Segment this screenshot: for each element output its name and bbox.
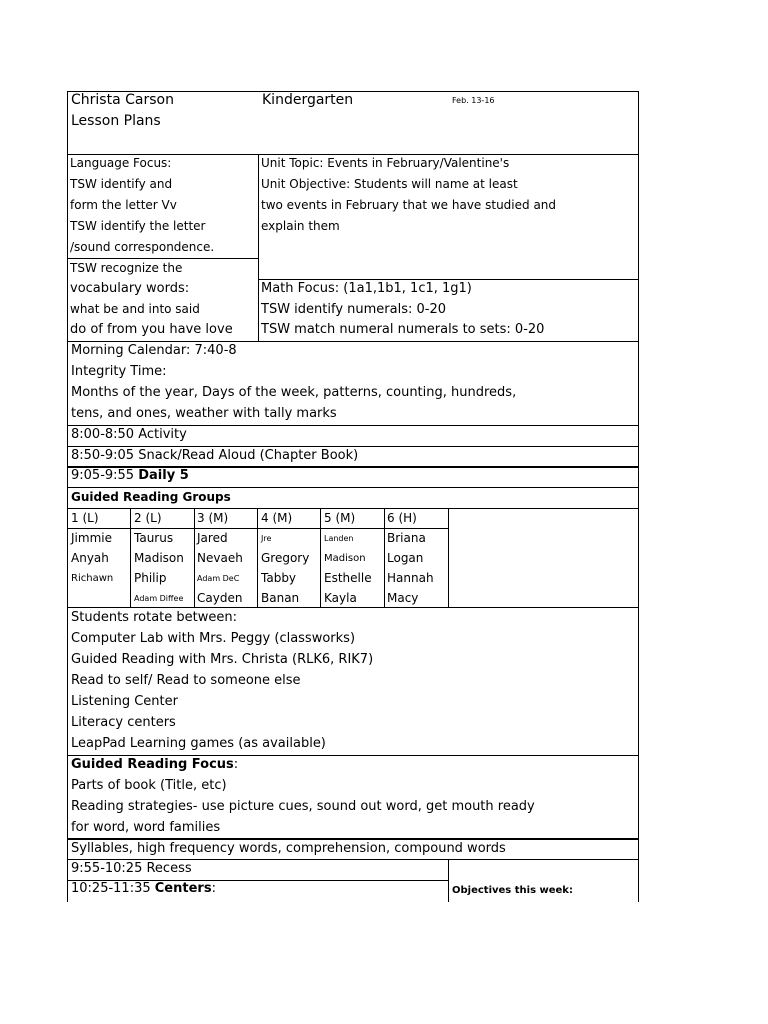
- rule-group-col-2: [194, 508, 195, 608]
- rotation-line: Listening Center: [71, 694, 178, 709]
- rule-group-col-5: [384, 508, 385, 608]
- reading-focus-colon: :: [233, 757, 239, 772]
- rotation-line: LeapPad Learning games (as available): [71, 736, 326, 751]
- rotation-line: Students rotate between:: [71, 610, 237, 625]
- lesson-plans-title: Lesson Plans: [71, 113, 161, 129]
- rule-unit-bottom: [258, 279, 639, 280]
- rule-objectives-divider: [448, 859, 449, 902]
- student-name: Anyah: [71, 551, 109, 565]
- student-name: Landen: [324, 534, 354, 543]
- rule-group-col-6: [448, 508, 449, 608]
- rule-syllables-bottom: [67, 859, 639, 860]
- math-line: TSW identify numerals: 0-20: [261, 302, 447, 317]
- calendar-line: Integrity Time:: [71, 364, 167, 379]
- rule-language-unit-divider: [258, 154, 259, 342]
- calendar-line: Months of the year, Days of the week, patterns, counting, hundreds,: [71, 385, 517, 400]
- daily5-label: Daily 5: [138, 468, 189, 483]
- calendar-line: Morning Calendar: 7:40-8: [71, 343, 237, 358]
- rule-activity-bottom: [67, 446, 639, 447]
- rule-language-bottom: [67, 258, 259, 259]
- student-name: Nevaeh: [197, 551, 243, 565]
- centers-label: Centers: [154, 881, 212, 896]
- student-name: Gregory: [261, 551, 310, 565]
- reading-focus-title: Guided Reading Focus: [71, 757, 234, 772]
- reading-focus-line: Parts of book (Title, etc): [71, 778, 227, 793]
- calendar-line: tens, and ones, weather with tally marks: [71, 406, 337, 421]
- rule-focus-bottom: [67, 838, 639, 840]
- student-name: Jared: [197, 531, 228, 545]
- daily5-time: 9:05-9:55: [71, 468, 139, 483]
- objectives-heading: Objectives this week:: [452, 885, 573, 896]
- rule-groups-header-bottom: [67, 528, 449, 529]
- student-name: Jimmie: [71, 531, 112, 545]
- rotation-line: Guided Reading with Mrs. Christa (RLK6, RIK7): [71, 652, 374, 667]
- group-header: 6 (H): [387, 511, 417, 525]
- recess-row: 9:55-10:25 Recess: [71, 861, 192, 876]
- rule-groups-title-bottom: [67, 508, 639, 509]
- centers-row: [71, 882, 216, 895]
- reading-focus-line: Reading strategies- use picture cues, sound out word, get mouth ready: [71, 799, 535, 814]
- language-focus-line: TSW identify and: [70, 177, 173, 191]
- rotation-line: Computer Lab with Mrs. Peggy (classworks): [71, 631, 356, 646]
- rule-rotation-bottom: [67, 755, 639, 756]
- rule-header-bottom: [67, 154, 639, 155]
- unit-line: two events in February that we have studied and: [261, 198, 557, 212]
- student-name: Taurus: [134, 531, 174, 545]
- vocabulary-words: what be and into said: [70, 302, 200, 316]
- student-name: Hannah: [387, 571, 434, 585]
- student-name: Philip: [134, 571, 167, 585]
- rule-group-col-4: [320, 508, 321, 608]
- rotation-line: Read to self/ Read to someone else: [71, 673, 301, 688]
- rule-group-col-3: [257, 508, 258, 608]
- teacher-name: Christa Carson: [71, 92, 174, 108]
- rule-daily5-bottom: [67, 487, 639, 488]
- unit-line: Unit Objective: Students will name at least: [261, 177, 518, 191]
- centers-colon: :: [211, 881, 216, 896]
- week-dates: Feb. 13-16: [452, 96, 495, 105]
- student-name: Cayden: [197, 591, 243, 605]
- vocabulary-line: vocabulary words:: [70, 281, 190, 296]
- reading-focus-heading: [71, 758, 238, 771]
- frame-right-border: [638, 91, 639, 902]
- group-header: 5 (M): [324, 511, 356, 525]
- language-focus-line: Language Focus:: [70, 156, 172, 170]
- daily5-row: [71, 469, 189, 482]
- rule-group-col-1: [130, 508, 131, 608]
- group-header: 1 (L): [71, 511, 99, 525]
- rule-calendar-bottom: [67, 425, 639, 426]
- student-name: Banan: [261, 591, 300, 605]
- group-header: 3 (M): [197, 511, 229, 525]
- student-name: Logan: [387, 551, 424, 565]
- groups-title: Guided Reading Groups: [71, 490, 231, 504]
- unit-line: explain them: [261, 219, 340, 233]
- math-line: TSW match numeral numerals to sets: 0-20: [261, 322, 545, 337]
- student-name: Madison: [324, 553, 366, 564]
- grade-level: Kindergarten: [262, 92, 354, 108]
- frame-left-border: [67, 91, 68, 902]
- centers-time: 10:25-11:35: [71, 881, 155, 896]
- student-name: Madison: [134, 551, 184, 565]
- rotation-line: Literacy centers: [71, 715, 176, 730]
- group-header: 2 (L): [134, 511, 162, 525]
- snack-row: 8:50-9:05 Snack/Read Aloud (Chapter Book): [71, 448, 359, 463]
- vocabulary-line: TSW recognize the: [70, 261, 183, 275]
- student-name: Esthelle: [324, 571, 372, 585]
- rule-groups-bottom: [67, 607, 639, 608]
- student-name: Adam Diffee: [134, 595, 184, 603]
- student-name: Adam DeC: [197, 575, 240, 583]
- vocabulary-words: do of from you have love: [70, 322, 233, 337]
- math-line: Math Focus: (1a1,1b1, 1c1, 1g1): [261, 281, 472, 296]
- group-header: 4 (M): [261, 511, 293, 525]
- language-focus-line: /sound correspondence.: [70, 240, 215, 254]
- language-focus-line: TSW identify the letter: [70, 219, 206, 233]
- language-focus-line: form the letter Vv: [70, 198, 177, 212]
- activity-row: 8:00-8:50 Activity: [71, 427, 187, 442]
- student-name: Tabby: [261, 571, 297, 585]
- syllables-row: Syllables, high frequency words, comprehension, compound words: [71, 841, 506, 856]
- student-name: Kayla: [324, 591, 357, 605]
- unit-line: Unit Topic: Events in February/Valentine's: [261, 156, 510, 170]
- student-name: Macy: [387, 591, 419, 605]
- rule-vocab-bottom: [67, 341, 639, 342]
- student-name: Briana: [387, 531, 426, 545]
- student-name: Jre: [261, 534, 272, 543]
- reading-focus-line: for word, word families: [71, 820, 221, 835]
- student-name: Richawn: [71, 573, 114, 584]
